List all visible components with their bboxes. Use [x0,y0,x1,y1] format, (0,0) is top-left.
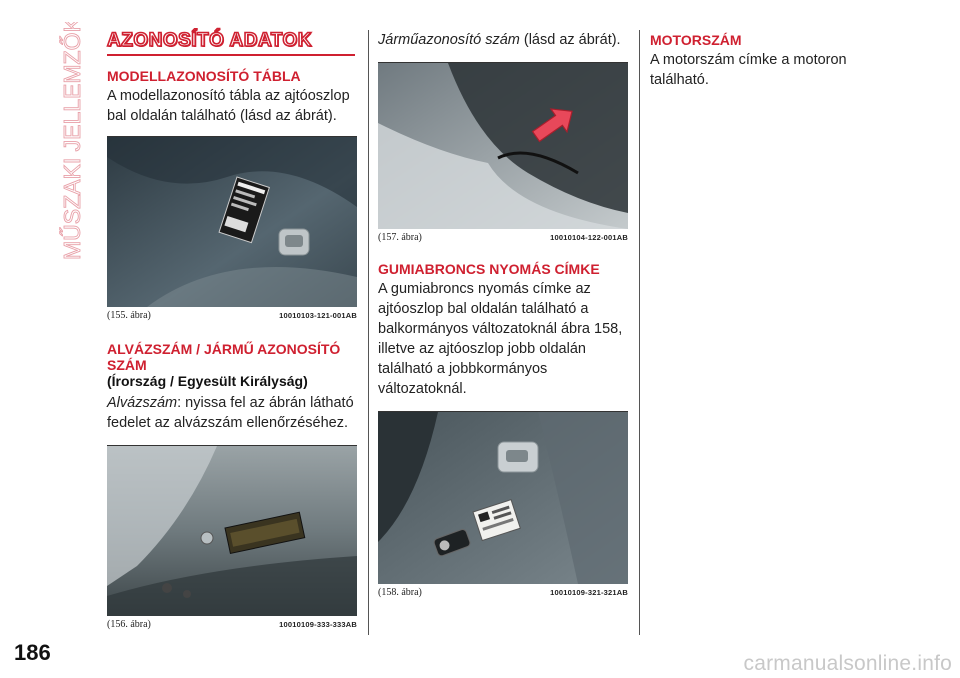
column-divider [639,30,640,635]
figure-155-code: 10010103-121-001AB [279,311,357,320]
figure-156-image [107,446,357,616]
section-subheading-vin: (Írország / Egyesült Királyság) [107,373,308,389]
figure-157-code: 10010104-122-001AB [550,233,628,242]
figure-158-number: (158. ábra) [378,587,422,598]
section-text-tyre-label: A gumiabroncs nyomás címke az ajtóoszlop bal oldalán található a balkormányos változatoknál ábra 158, illetve az ajtóoszlop jobb oldalán található a jobbkormányos változatoknál. [378,281,623,397]
chassis-number-term: Alvázszám [107,395,178,411]
column-1 [107,30,357,630]
figure-155-image [107,137,357,307]
figure-156-number: (156. ábra) [107,619,151,630]
figure-156-code: 10010109-333-333AB [279,620,357,629]
vin-intro-text: Járműazonosító szám (lásd az ábrát). [378,32,621,48]
section-heading-tyre-label: GUMIABRONCS NYOMÁS CÍMKE [378,261,600,277]
column-divider [368,30,369,635]
figure-155-caption [107,310,357,321]
figure-158-image [378,412,628,584]
figure-158-code: 10010109-321-321AB [550,588,628,597]
main-title: AZONOSÍTÓ ADATOK [107,30,313,51]
figure-157 [378,62,628,243]
figure-155-number: (155. ábra) [107,310,151,321]
figure-156-caption [107,619,357,630]
section-heading-vin: ALVÁZSZÁM / JÁRMŰ AZONOSÍTÓ SZÁM [107,341,341,373]
section-text-model-plate: A modellazonosító tábla az ajtóoszlop bal oldalán található (lásd az ábrát). [107,88,350,124]
column-3 [650,30,880,90]
figure-158-caption [378,587,628,598]
section-heading-engine-number: MOTORSZÁM [650,32,742,48]
figure-157-number: (157. ábra) [378,232,422,243]
figure-157-image [378,63,628,229]
section-text-vin: Alvázszám: nyissa fel az ábrán látható fedelet az alvázszám ellenőrzéséhez. [107,395,354,431]
figure-157-caption [378,232,628,243]
chapter-side-title-text: MŰSZAKI JELLEMZŐK [59,22,85,260]
vehicle-id-term: Járműazonosító szám [378,32,520,48]
section-text-engine-number: A motorszám címke a motoron található. [650,52,847,88]
page-number: 186 [14,640,51,665]
figure-155 [107,136,357,321]
figure-158 [378,411,628,598]
title-underline [107,54,355,56]
column-2 [378,30,628,598]
chapter-side-title [50,22,90,262]
watermark: carmanualsonline.info [743,652,952,675]
figure-156 [107,445,357,630]
section-heading-model-plate: MODELLAZONOSÍTÓ TÁBLA [107,68,301,84]
